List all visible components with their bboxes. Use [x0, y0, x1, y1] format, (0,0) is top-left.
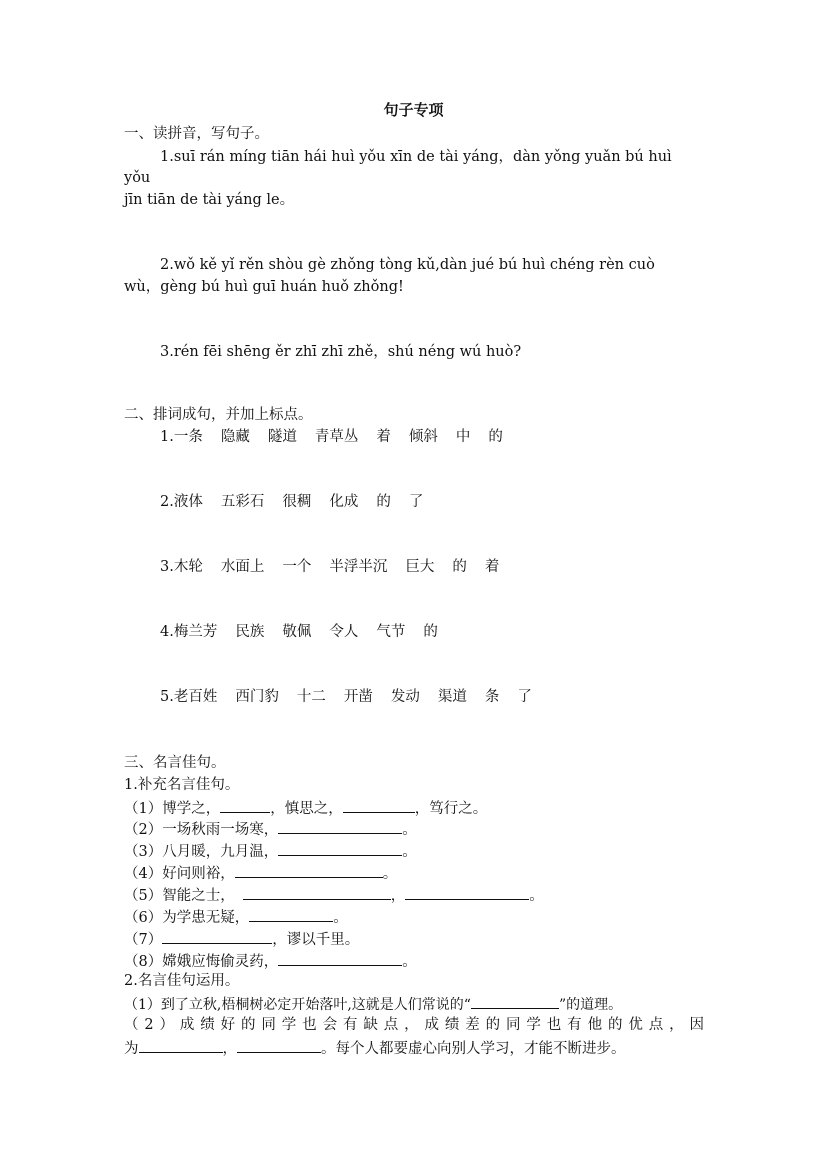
- word: 敬佩: [282, 624, 312, 640]
- text: 。: [333, 910, 348, 926]
- text: （1）博学之，: [124, 801, 221, 817]
- text: ，谬以千里。: [272, 932, 360, 948]
- reorder-item-5: [160, 687, 550, 707]
- word: 令人: [329, 624, 359, 640]
- word: 的: [452, 559, 467, 575]
- word: 着: [484, 559, 500, 575]
- text: 。: [402, 844, 417, 860]
- answer-blank[interactable]: [237, 1037, 321, 1053]
- q1-pinyin-line1: 1.suī rán míng tiān hái huì yǒu xīn de tài yáng，dàn yǒng yuǎn bú huì: [160, 149, 672, 165]
- answer-blank[interactable]: [278, 950, 402, 966]
- word: 隐藏: [220, 429, 250, 445]
- proverb-q1: [124, 797, 487, 819]
- text: ，: [390, 888, 406, 904]
- page-title: 句子专项: [383, 101, 444, 119]
- text: 。: [529, 888, 544, 904]
- reorder-item-1: [160, 427, 521, 447]
- proverb-q7: [124, 928, 359, 950]
- section2-heading: 二、排词成句，并加上标点。: [124, 407, 313, 423]
- answer-blank[interactable]: [278, 818, 402, 834]
- word: 十二: [296, 689, 326, 705]
- word: 青草丛: [314, 429, 359, 445]
- word: 梅兰芳: [173, 624, 218, 640]
- word: 倾斜: [408, 429, 438, 445]
- proverb-use1: [124, 993, 622, 1015]
- answer-blank[interactable]: [343, 797, 415, 813]
- reorder-item-4: [160, 622, 456, 642]
- text: （6）为学患无疑，: [124, 910, 250, 926]
- proverb-use2-line1: （2）成绩好的同学也会有缺点，成绩差的同学也有他的优点，因: [124, 1017, 704, 1033]
- answer-blank[interactable]: [243, 884, 391, 900]
- q3-pinyin: 3.rén fēi shēng ěr zhī zhī zhě，shú néng wú huò?: [160, 344, 522, 360]
- text: （2）一场秋雨一场寒，: [124, 822, 279, 838]
- word: 五彩石: [220, 494, 265, 510]
- word: 的: [376, 494, 391, 510]
- q2-pinyin-line2: wù，gèng bú huì guī huán huǒ zhǒng!: [124, 279, 404, 295]
- answer-blank[interactable]: [471, 993, 559, 1009]
- q1-pinyin-line3: jīn tiān de tài yáng le。: [124, 192, 295, 208]
- proverb-q3: [124, 840, 417, 862]
- text: （5）智能之士，: [124, 888, 235, 904]
- section3-heading: 三、名言佳句。: [124, 755, 226, 771]
- q2-pinyin-line1: 2.wǒ kě yǐ rěn shòu gè zhǒng tòng kǔ,dàn jué bú huì chéng rèn cuò: [160, 257, 655, 273]
- section3-sub2: 2.名言佳句运用。: [124, 973, 240, 989]
- word: 的: [423, 624, 438, 640]
- q1-pinyin-line2: yǒu: [124, 170, 151, 186]
- reorder-item-3: [160, 557, 517, 577]
- text: 。: [382, 866, 398, 882]
- word: 一个: [282, 559, 312, 575]
- text: 。: [402, 822, 417, 838]
- item-num: 3.: [160, 559, 174, 575]
- answer-blank[interactable]: [249, 906, 333, 922]
- answer-blank[interactable]: [139, 1037, 223, 1053]
- item-num: 1.: [160, 429, 174, 445]
- word: 着: [376, 429, 391, 445]
- word: 很稠: [282, 494, 312, 510]
- item-num: 2.: [160, 494, 174, 510]
- text: （8）嫦娥应悔偷灵药，: [124, 954, 279, 970]
- word: 开凿: [343, 689, 373, 705]
- text: （4）好问则裕，: [124, 866, 235, 882]
- proverb-q8: [124, 950, 417, 972]
- text: 。: [402, 954, 417, 970]
- answer-blank[interactable]: [405, 884, 529, 900]
- word: 的: [488, 429, 503, 445]
- word: 老百姓: [173, 689, 218, 705]
- text: （1）到了立秋,梧桐树必定开始落叶,这就是人们常说的“: [124, 997, 471, 1013]
- word: 木轮: [173, 559, 203, 575]
- text: ，: [222, 1041, 237, 1057]
- word: 了: [408, 494, 424, 510]
- item-num: 4.: [160, 624, 174, 640]
- word: 水面上: [220, 559, 265, 575]
- word: 渠道: [437, 689, 467, 705]
- reorder-item-2: [160, 492, 441, 512]
- word: 化成: [329, 494, 359, 510]
- word: 民族: [235, 624, 265, 640]
- item-num: 5.: [160, 689, 174, 705]
- word: 气节: [376, 624, 406, 640]
- answer-blank[interactable]: [162, 928, 272, 944]
- text: 。每个人都要虚心向别人学习，才能不断进步。: [321, 1041, 626, 1057]
- text: 为: [124, 1041, 139, 1057]
- answer-blank[interactable]: [278, 840, 402, 856]
- word: 中: [455, 429, 471, 445]
- word: 一条: [173, 429, 203, 445]
- text: （3）八月暖，九月温，: [124, 844, 279, 860]
- proverb-q5: [124, 884, 544, 906]
- word: 条: [484, 689, 500, 705]
- word: 巨大: [405, 559, 435, 575]
- section1-heading: 一、读拼音，写句子。: [124, 126, 269, 142]
- text: ，笃行之。: [414, 801, 488, 817]
- text: ，慎思之，: [270, 801, 343, 817]
- word: 隧道: [267, 429, 297, 445]
- proverb-q4: [124, 862, 397, 884]
- proverb-q6: [124, 906, 348, 928]
- proverb-use2-line2: [124, 1037, 626, 1059]
- text: ”的道理。: [558, 997, 623, 1013]
- word: 发动: [390, 689, 420, 705]
- word: 西门豹: [235, 689, 279, 705]
- answer-blank[interactable]: [220, 797, 270, 813]
- proverb-q2: [124, 818, 417, 840]
- text: （7）: [124, 932, 163, 948]
- word: 半浮半沉: [329, 559, 388, 575]
- answer-blank[interactable]: [235, 862, 383, 878]
- word: 液体: [173, 494, 203, 510]
- section3-sub1: 1.补充名言佳句。: [124, 777, 240, 793]
- word: 了: [517, 689, 532, 705]
